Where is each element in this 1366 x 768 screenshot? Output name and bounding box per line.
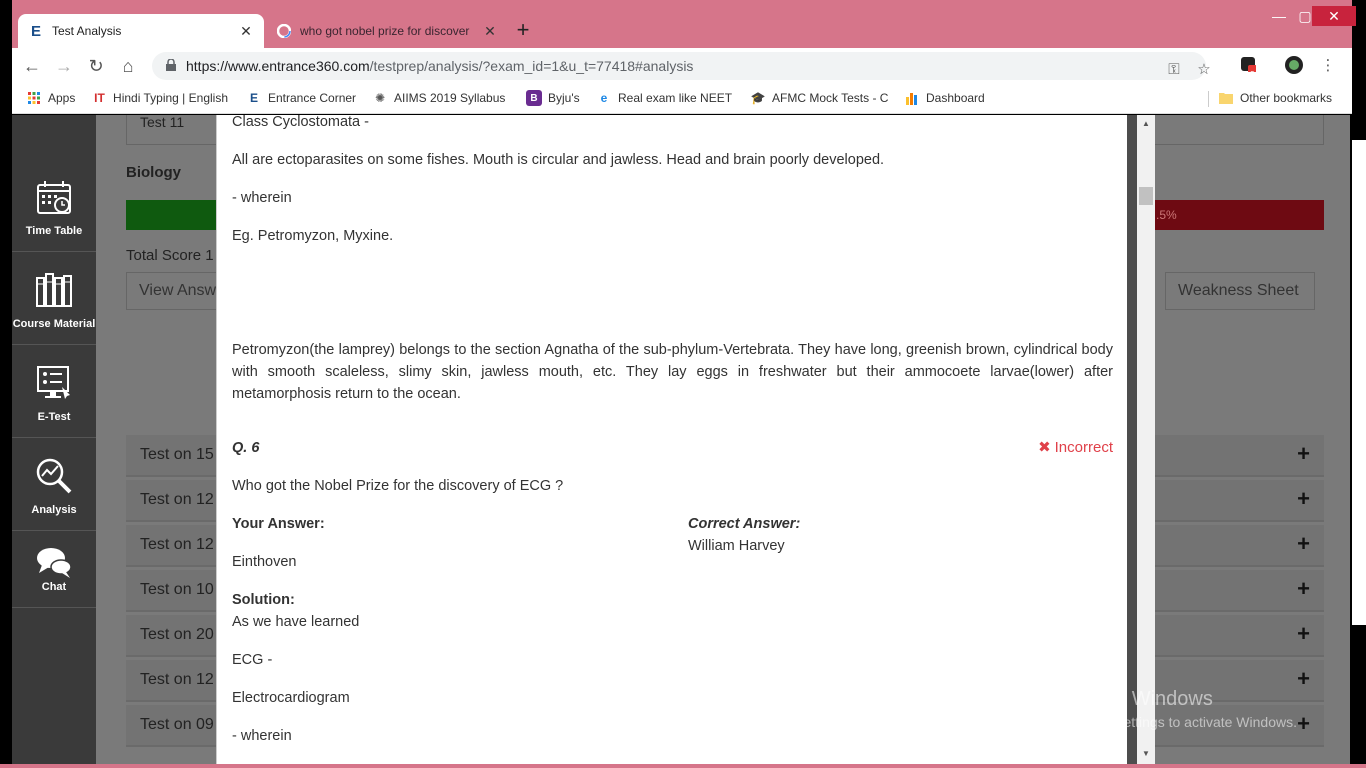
watermark-subtitle: Go to PC settings to activate Windows. xyxy=(1055,714,1297,730)
bookmark-divider xyxy=(1208,91,1209,107)
chat-icon xyxy=(34,543,74,583)
google-icon xyxy=(276,23,292,39)
status-text: Incorrect xyxy=(1054,439,1113,456)
key-icon[interactable]: ⚿ xyxy=(1168,61,1180,78)
explanation-paragraph: Petromyzon(the lamprey) belongs to the section Agnatha of the sub-phylum-Vertebrata. They have long, greenish brown, cylindrical body with smooth scaleless, slimy skin, jawless mouth, etc. They lay eggs in freshwater but their ammocoete larvae(lower) after metamorphosis return to the ocean. xyxy=(232,342,1113,402)
bookmark-aiims[interactable] xyxy=(372,90,506,106)
sidebar-label: Chat xyxy=(41,581,67,593)
bookmark-entrance-corner[interactable] xyxy=(246,90,356,106)
bookmark-neet[interactable] xyxy=(596,90,734,106)
address-bar[interactable] xyxy=(152,52,1211,80)
entrance360-icon: E xyxy=(30,22,41,40)
accordion-label: Test on 20 xyxy=(140,626,214,643)
bookmark-label: Real exam like NEET xyxy=(618,91,733,105)
plus-icon[interactable]: + xyxy=(1297,576,1310,601)
sidebar-label: E-Test xyxy=(37,411,71,423)
text-line: - wherein xyxy=(232,190,292,206)
watermark-title: Activate Windows xyxy=(1055,688,1213,710)
sidebar-item-chat[interactable] xyxy=(12,531,96,608)
bookmark-dashboard[interactable] xyxy=(904,90,985,106)
new-tab-button[interactable]: + xyxy=(516,17,530,42)
url-path: /testprep/analysis/?exam_id=1&u_t=77418#analysis xyxy=(369,58,694,74)
test-11-label: Test 11 xyxy=(140,115,185,130)
answer-modal xyxy=(216,115,1127,764)
solution-text: Electrocardiogram xyxy=(232,690,350,706)
browser-toolbar xyxy=(12,48,1352,84)
accordion-label: Test on 10 xyxy=(140,581,214,598)
tab-title: who got nobel prize for discover xyxy=(300,24,470,38)
score-bar-red xyxy=(1126,200,1324,230)
sidebar-item-e-test[interactable] xyxy=(12,345,96,438)
menu-icon[interactable]: ⋮ xyxy=(1320,57,1336,74)
graduation-cap-icon: 🎓 xyxy=(750,91,766,105)
correct-answer: William Harvey xyxy=(688,538,785,554)
status-badge xyxy=(1038,437,1113,459)
extension-badge: 2 xyxy=(1250,70,1255,79)
bar-red-label: .5% xyxy=(1156,208,1177,222)
question-text: Who got the Nobel Prize for the discovery of ECG ? xyxy=(232,478,564,494)
activate-windows-watermark xyxy=(1000,684,1330,734)
extension-icon[interactable] xyxy=(1238,56,1258,79)
scroll-down-icon[interactable]: ▼ xyxy=(1142,749,1150,758)
bookmark-other[interactable] xyxy=(1218,90,1332,106)
window-frame-bottom xyxy=(0,764,1366,768)
view-answers-button[interactable] xyxy=(126,272,218,310)
accordion-label: Test on 12 xyxy=(140,491,214,508)
bookmark-label: AFMC Mock Tests - C xyxy=(772,91,889,105)
close-window-icon[interactable]: ✕ xyxy=(1312,6,1356,26)
sidebar xyxy=(12,115,96,764)
bookmarks-bar xyxy=(12,84,1352,114)
button-label: Weakness Sheet xyxy=(1178,282,1299,299)
plus-icon[interactable]: + xyxy=(1297,531,1310,556)
aiims-logo-icon: ✺ xyxy=(374,91,386,105)
section-title: Biology xyxy=(126,164,181,181)
forward-icon[interactable]: → xyxy=(55,56,73,76)
plus-icon[interactable]: + xyxy=(1297,441,1310,466)
correct-answer-label: Correct Answer: xyxy=(688,516,801,532)
button-label: View Answ xyxy=(139,282,217,299)
edge-icon: e xyxy=(600,91,608,105)
bookmark-label: Dashboard xyxy=(926,91,985,105)
your-answer-label: Your Answer: xyxy=(232,516,325,532)
cross-icon: ✖ xyxy=(1038,439,1051,456)
bookmark-afmc[interactable] xyxy=(750,90,890,106)
solution-label: Solution: xyxy=(232,592,295,608)
magnifier-chart-icon xyxy=(34,456,74,496)
url-host: https://www.entrance360.com xyxy=(186,58,370,74)
entrance360-icon: E xyxy=(249,91,258,105)
score-bar-green xyxy=(126,200,226,230)
lock-icon xyxy=(166,59,176,71)
tab-google-search[interactable] xyxy=(266,14,508,48)
books-icon xyxy=(34,270,74,310)
url-text xyxy=(186,58,693,74)
accordion-label: Test on 15 xyxy=(140,446,214,463)
solution-text: - wherein xyxy=(232,728,292,744)
scrollbar-thumb[interactable] xyxy=(1139,187,1153,205)
modal-scrollbar-area xyxy=(1127,115,1155,764)
sidebar-label: Time Table xyxy=(25,225,83,237)
bookmark-label: Byju's xyxy=(548,91,580,105)
sidebar-item-analysis[interactable] xyxy=(12,438,96,531)
star-icon[interactable]: ☆ xyxy=(1197,61,1211,78)
bookmark-hindi-typing[interactable] xyxy=(92,90,228,106)
text-line: All are ectoparasites on some fishes. Mouth is circular and jawless. Head and brain poorly developed. xyxy=(232,152,885,168)
total-score: Total Score 1 xyxy=(126,247,214,264)
maximize-icon[interactable]: ▢ xyxy=(1298,8,1312,24)
sidebar-label: Analysis xyxy=(31,504,77,516)
bookmark-label: AIIMS 2019 Syllabus xyxy=(394,91,506,105)
byjus-logo-icon: B xyxy=(526,90,542,106)
bookmark-apps[interactable] xyxy=(26,90,75,106)
minimize-icon[interactable]: — xyxy=(1272,8,1286,24)
plus-icon[interactable]: + xyxy=(1297,666,1310,691)
folder-icon xyxy=(1218,90,1234,106)
sidebar-label: Course Material xyxy=(12,318,96,330)
tab-test-analysis[interactable] xyxy=(18,14,264,48)
question-number: Q. 6 xyxy=(232,440,260,456)
accordion-label: Test on 12 xyxy=(140,671,214,688)
bookmark-label: Apps xyxy=(48,91,76,105)
text-line: Eg. Petromyzon, Myxine. xyxy=(232,228,394,244)
close-tab-icon[interactable]: ✕ xyxy=(240,22,252,39)
bookmark-label: Other bookmarks xyxy=(1240,91,1333,105)
plus-icon[interactable]: + xyxy=(1297,621,1310,646)
text-line: Class Cyclostomata - xyxy=(232,115,369,130)
bar-chart-icon xyxy=(904,90,920,106)
calendar-icon xyxy=(34,177,74,217)
desktop-edge xyxy=(1352,625,1366,768)
back-icon[interactable]: ← xyxy=(23,56,41,76)
your-answer: Einthoven xyxy=(232,554,297,570)
bookmark-label: Hindi Typing | English xyxy=(113,91,228,105)
tab-title: Test Analysis xyxy=(52,24,122,38)
plus-icon[interactable]: + xyxy=(1297,711,1310,736)
bookmark-byjus[interactable] xyxy=(526,90,580,106)
reload-icon[interactable]: ↻ xyxy=(88,56,104,76)
scroll-up-icon[interactable]: ▲ xyxy=(1142,119,1150,128)
profile-avatar[interactable] xyxy=(1284,56,1304,76)
key-icon xyxy=(1000,684,1050,734)
sidebar-item-time-table[interactable] xyxy=(12,159,96,252)
bookmark-label: Entrance Corner xyxy=(268,91,357,105)
weakness-sheet-button[interactable] xyxy=(1165,272,1315,310)
accordion-label: Test on 09 xyxy=(140,716,214,733)
plus-icon[interactable]: + xyxy=(1297,486,1310,511)
apps-grid-icon xyxy=(26,90,42,106)
solution-text: As we have learned xyxy=(232,614,360,630)
accordion-label: Test on 12 xyxy=(140,536,214,553)
close-tab-icon[interactable]: ✕ xyxy=(484,22,496,39)
home-icon[interactable]: ⌂ xyxy=(122,56,134,76)
sidebar-item-course-material[interactable] xyxy=(12,252,96,345)
it-logo-icon: IT xyxy=(94,91,105,105)
solution-text: ECG - xyxy=(232,652,273,668)
monitor-icon xyxy=(34,363,74,403)
scrollbar-track[interactable] xyxy=(1137,115,1155,764)
